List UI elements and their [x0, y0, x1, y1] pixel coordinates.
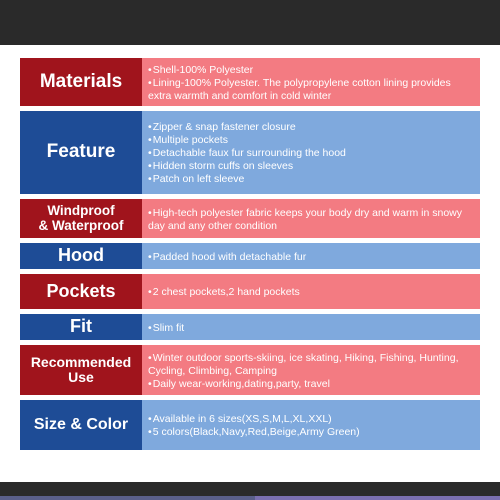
spec-value-line [148, 160, 474, 173]
spec-value-text: Slim fit [152, 321, 185, 334]
bullet: • [148, 286, 152, 298]
spec-value-line [148, 207, 474, 233]
spec-value-text: Daily wear-working,dating,party, travel [152, 377, 330, 390]
spec-label [20, 345, 142, 395]
spec-label-line: & Waterproof [38, 217, 124, 233]
spec-values [142, 400, 480, 450]
spec-label [20, 199, 142, 238]
bullet: • [148, 173, 152, 185]
spec-value-line [148, 426, 474, 439]
spec-values [142, 58, 480, 106]
bullet: • [148, 63, 152, 76]
spec-value-text: Shell-100% Polyester [152, 63, 254, 76]
spec-values [142, 111, 480, 194]
spec-label-line: Use [68, 369, 94, 385]
spec-label-line: Feature [46, 141, 116, 163]
spec-value-line [148, 378, 474, 391]
spec-label [20, 111, 142, 194]
spec-values [142, 274, 480, 309]
spec-label [20, 314, 142, 340]
spec-value-text: 5 colors(Black,Navy,Red,Beige,Army Green) [152, 426, 360, 438]
spec-label-line: Pockets [46, 280, 116, 301]
spec-value-line [148, 121, 474, 134]
spec-value-text: Hidden storm cuffs on sleeves [152, 160, 294, 172]
spec-values [142, 243, 480, 269]
spec-row-feature [20, 111, 480, 194]
bullet: • [148, 121, 152, 133]
spec-value-text: 2 chest pockets,2 hand pockets [152, 286, 300, 298]
bullet: • [148, 377, 152, 390]
spec-value-line [148, 286, 474, 299]
spec-row-materials [20, 58, 480, 106]
spec-value-text: Winter outdoor sports-skiing, ice skating, Hiking, Fishing, Hunting, Cycling, Climbing, Camping [148, 351, 459, 377]
spec-value-line [148, 134, 474, 147]
spec-value-line [148, 251, 474, 264]
bullet: • [148, 134, 152, 146]
spec-label [20, 274, 142, 309]
spec-label [20, 243, 142, 269]
bullet: • [148, 413, 152, 425]
spec-value-line [148, 322, 474, 335]
bullet: • [148, 160, 152, 172]
spec-value-line [148, 64, 474, 77]
spec-label [20, 400, 142, 450]
spec-label-line: Recommended [30, 353, 132, 370]
spec-row-windproof [20, 199, 480, 238]
bullet: • [148, 76, 152, 89]
spec-value-line [148, 352, 474, 378]
bottom-dark-bar [0, 482, 500, 500]
bullet: • [148, 206, 152, 219]
spec-row-recommended-use [20, 345, 480, 395]
spec-value-text: Available in 6 sizes(XS,S,M,L,XL,XXL) [152, 413, 332, 425]
spec-values [142, 199, 480, 238]
spec-label-line: Size & Color [33, 416, 129, 434]
spec-label-line: Windproof [47, 202, 115, 218]
bullet: • [148, 351, 152, 364]
spec-value-text: Detachable faux fur surrounding the hood [152, 147, 346, 159]
spec-label-line: Fit [70, 316, 92, 337]
spec-values [142, 345, 480, 395]
spec-value-line [148, 173, 474, 186]
bullet: • [148, 250, 152, 263]
spec-value-text: Lining-100% Polyester. The polypropylene cotton lining provides extra warmth and comfort in cold winter [148, 76, 451, 102]
spec-value-line [148, 147, 474, 160]
spec-value-text: Zipper & snap fastener closure [152, 121, 296, 133]
spec-value-text: High-tech polyester fabric keeps your body dry and warm in snowy day and any other condition [148, 206, 462, 232]
bullet: • [148, 147, 152, 159]
spec-values [142, 314, 480, 340]
bottom-accent-stripe [255, 496, 500, 500]
spec-row-pockets [20, 274, 480, 309]
spec-value-text: Multiple pockets [152, 134, 228, 146]
spec-row-fit [20, 314, 480, 340]
spec-label-line: Hood [58, 245, 104, 266]
spec-value-text: Patch on left sleeve [152, 173, 245, 185]
bullet: • [148, 321, 152, 334]
spec-label-line: Materials [39, 70, 123, 92]
spec-value-line [148, 413, 474, 426]
spec-row-size-color [20, 400, 480, 450]
spec-value-text: Padded hood with detachable fur [152, 250, 307, 263]
spec-row-hood [20, 243, 480, 269]
spec-value-line [148, 77, 474, 103]
bottom-accent-stripe [0, 496, 255, 500]
top-dark-bar [0, 0, 500, 45]
bullet: • [148, 426, 152, 438]
spec-label [20, 58, 142, 106]
